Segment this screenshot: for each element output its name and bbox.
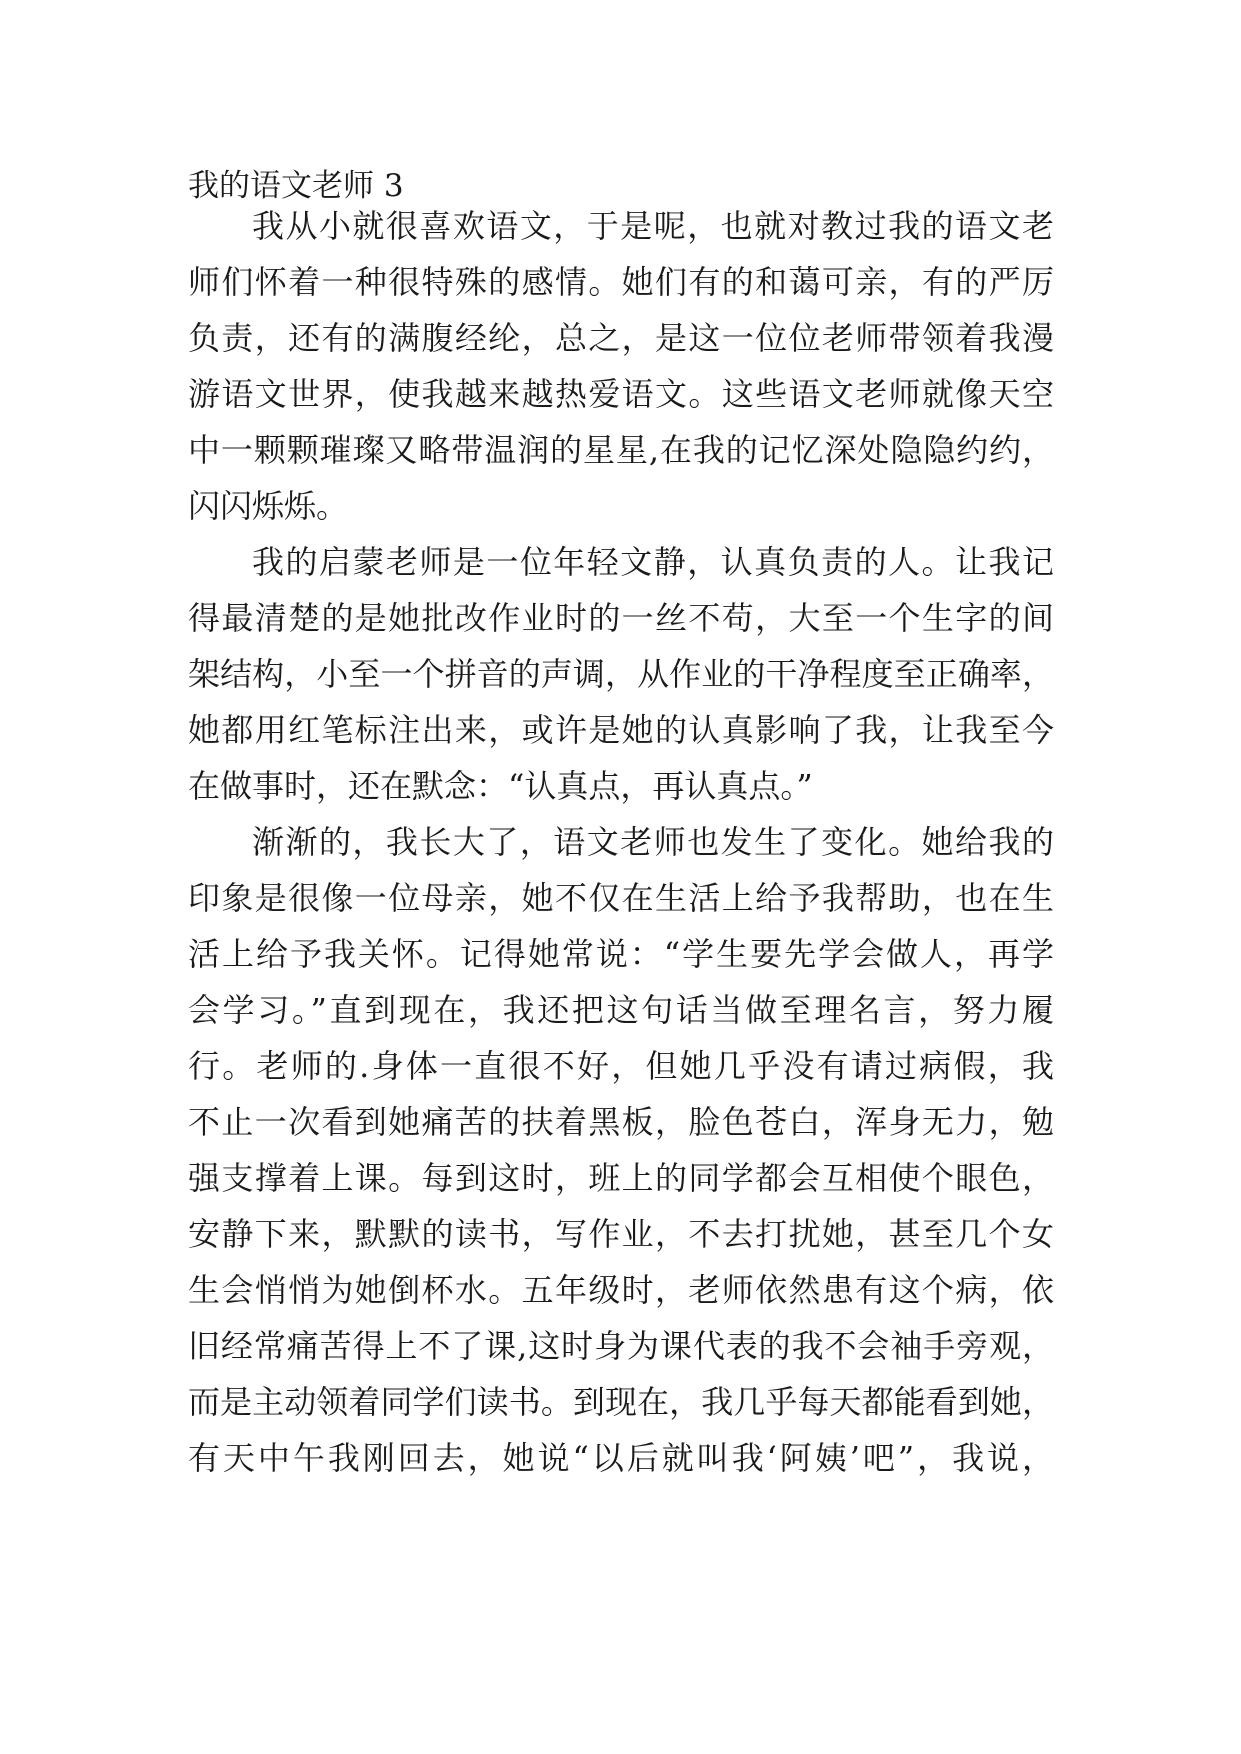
paragraph-line: 会学习。”直到现在，我还把这句话当做至理名言，努力履 [188,991,1054,1029]
paragraph-line: 强支撑着上课。每到这时，班上的同学都会互相使个眼色， [188,1159,1054,1197]
paragraph-line: 而是主动领着同学们读书。到现在，我几乎每天都能看到她， [188,1383,1054,1421]
paragraph-line: 师们怀着一种很特殊的感情。她们有的和蔼可亲，有的严厉 [188,263,1054,301]
paragraph-line: 她都用红笔标注出来，或许是她的认真影响了我，让我至今 [188,711,1054,749]
paragraph-line: 安静下来，默默的读书，写作业，不去打扰她，甚至几个女 [188,1215,1054,1253]
paragraph-line: 不止一次看到她痛苦的扶着黑板，脸色苍白，浑身无力，勉 [188,1103,1054,1141]
paragraph-line: 我从小就很喜欢语文，于是呢，也就对教过我的语文老 [252,207,1054,245]
paragraph-line: 游语文世界，使我越来越热爱语文。这些语文老师就像天空 [188,375,1054,413]
paragraph-line: 架结构，小至一个拼音的声调，从作业的干净程度至正确率， [188,655,1054,693]
paragraph-line: 中一颗颗璀璨又略带温润的星星,在我的记忆深处隐隐约约， [188,431,1054,469]
paragraph-line: 旧经常痛苦得上不了课,这时身为课代表的我不会袖手旁观， [188,1327,1054,1365]
paragraph-line: 生会悄悄为她倒杯水。五年级时，老师依然患有这个病，依 [188,1271,1054,1309]
paragraph-line: 印象是很像一位母亲，她不仅在生活上给予我帮助，也在生 [188,879,1054,917]
paragraph-line: 渐渐的，我长大了，语文老师也发生了变化。她给我的 [252,823,1054,861]
document-title: 我的语文老师 3 [188,168,404,204]
paragraph-line: 得最清楚的是她批改作业时的一丝不苟，大至一个生字的间 [188,599,1054,637]
paragraph-line: 行。老师的.身体一直很不好，但她几乎没有请过病假，我 [188,1047,1054,1085]
paragraph-line: 我的启蒙老师是一位年轻文静，认真负责的人。让我记 [252,543,1054,581]
paragraph-line: 活上给予我关怀。记得她常说：“学生要先学会做人，再学 [188,935,1054,973]
paragraph-line: 闪闪烁烁。 [188,487,349,525]
paragraph-line: 有天中午我刚回去，她说“以后就叫我‘阿姨’吧”，我说， [188,1439,1054,1477]
paragraph-line: 负责，还有的满腹经纶，总之，是这一位位老师带领着我漫 [188,319,1054,357]
paragraph-line: 在做事时，还在默念：“认真点，再认真点。” [188,767,813,805]
